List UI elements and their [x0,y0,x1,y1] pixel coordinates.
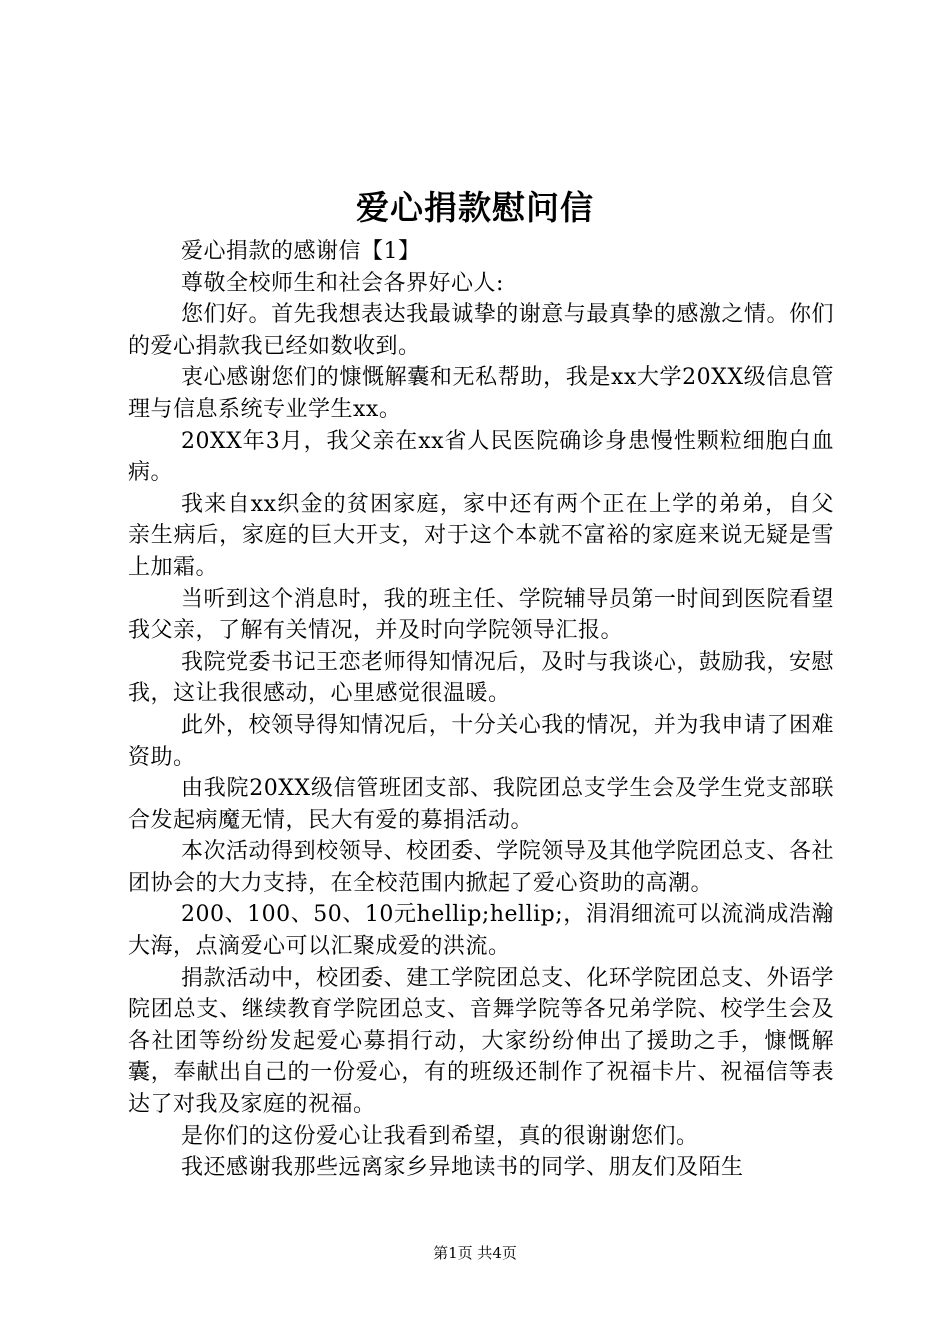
paragraph: 此外，校领导得知情况后，十分关心我的情况，并为我申请了困难资助。 [128,712,834,770]
paragraph: 20XX年3月，我父亲在xx省人民医院确诊身患慢性颗粒细胞白血病。 [128,428,834,486]
paragraph: 爱心捐款的感谢信【1】 [181,239,421,264]
paragraph: 是你们的这份爱心让我看到希望，真的很谢谢您们。 [181,1123,699,1149]
paragraph: 衷心感谢您们的慷慨解囊和无私帮助，我是xx大学20XX级信息管理与信息系统专业学生xx。 [128,365,834,422]
page-number-footer: 第1页 共4页 [433,1244,517,1262]
paragraph: 由我院20XX级信管班团支部、我院团总支学生会及学生党支部联合发起病魔无情，民大有爱的募捐活动。 [128,776,834,833]
document-title: 爱心捐款慰问信 [356,188,594,227]
paragraph: 我院党委书记王恋老师得知情况后，及时与我谈心，鼓励我，安慰我，这让我很感动，心里感觉很温暖。 [128,649,834,707]
document-body [128,236,834,1184]
paragraph: 我还感谢我那些远离家乡异地读书的同学、朋友们及陌生 [181,1155,744,1181]
paragraph: 本次活动得到校领导、校团委、学院领导及其他学院团总支、各社团协会的大力支持，在全校范围内掀起了爱心资助的高潮。 [128,839,834,896]
paragraph: 尊敬全校师生和社会各界好心人: [181,270,504,296]
paragraph: 200、100、50、10元hellip;hellip;，涓涓细流可以流淌成浩瀚大海，点滴爱心可以汇聚成爱的洪流。 [128,902,834,960]
paragraph: 您们好。首先我想表达我最诚挚的谢意与最真挚的感激之情。你们的爱心捐款我已经如数收到。 [128,302,834,359]
paragraph: 我来自xx织金的贫困家庭，家中还有两个正在上学的弟弟，自父亲生病后，家庭的巨大开支，对于这个本就不富裕的家庭来说无疑是雪上加霜。 [128,491,834,580]
paragraph: 捐款活动中，校团委、建工学院团总支、化环学院团总支、外语学院团总支、继续教育学院团总支、音舞学院等各兄弟学院、校学生会及各社团等纷纷发起爱心募捐行动，大家纷纷伸出了援助之手，慷慨解囊，奉献出自己的一份爱心，有的班级还制作了祝福卡片、祝福信等表达了对我及家庭的祝福。 [128,965,834,1118]
paragraph: 当听到这个消息时，我的班主任、学院辅导员第一时间到医院看望我父亲，了解有关情况，并及时向学院领导汇报。 [128,586,834,644]
